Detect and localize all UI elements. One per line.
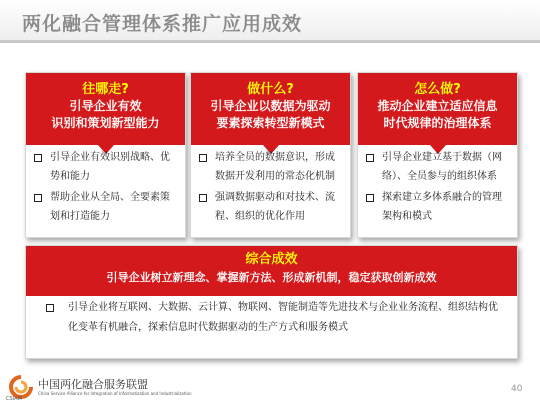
summary-title: 综合成效 [245,252,298,267]
panel-where-header [26,73,185,145]
panel-summary [25,245,518,359]
summary-subtitle: 引导企业树立新理念、掌握新方法、形成新机制，稳定获取创新成效 [106,271,437,284]
panel-what-subtitle-line-1: 引导企业以数据为驱动 [210,99,331,113]
org-name-en: China Service Alliance for Integration of Informatization and Industrialization [38,391,192,396]
panel-what-subtitle-line-2: 要素探索转型新模式 [216,116,325,130]
panel-where-question: 往哪走? [82,82,129,97]
list-item: 帮助企业从全局、全要素策划和打造能力 [34,188,179,226]
list-item: 强调数据驱动和对技术、流程、组织的优化作用 [199,188,344,226]
list-item: 引导企业有效识别战略、优势和能力 [34,148,179,186]
panel-what [190,72,351,238]
square-bullet-icon [366,194,374,202]
square-bullet-icon [199,194,207,202]
list-item: 培养全员的数据意识，形成数据开发利用的常态化机制 [199,148,344,186]
logo-small-text: CSIAM [6,396,22,402]
list-item: 探索建立多体系融合的管理架构和模式 [366,188,511,226]
panel-how-subtitle-line-2: 时代规律的治理体系 [383,116,492,130]
title-bar [0,0,540,43]
list-item: 引导企业将互联网、大数据、云计算、物联网、智能制造等先进技术与企业业务流程、组织结构优化变革有机融合，探索信息时代数据驱动的生产方式和服务模式 [46,298,503,338]
org-name-cn: 中国两化融合服务联盟 [38,378,148,391]
page-number: 40 [511,384,523,394]
square-bullet-icon [34,154,42,162]
panel-what-question: 做什么? [247,82,294,97]
square-bullet-icon [46,304,54,312]
square-bullet-icon [34,194,42,202]
square-bullet-icon [366,154,374,162]
panel-where [25,72,186,238]
panel-what-header [191,73,350,145]
panel-how [357,72,518,238]
panel-what-list [199,148,344,228]
panel-summary-header [26,246,517,296]
panel-where-subtitle-line-2: 识别和策划新型能力 [51,116,160,130]
summary-list [46,298,503,340]
square-bullet-icon [199,154,207,162]
panel-where-list [34,148,179,228]
page-title: 两化融合管理体系推广应用成效 [22,13,303,35]
panel-how-header [358,73,517,145]
panel-how-list [366,148,511,228]
list-item: 引导企业建立基于数据（网络）、全员参与的组织体系 [366,148,511,186]
panel-how-subtitle-line-1: 推动企业建立适应信息 [377,99,498,113]
panel-how-question: 怎么做? [414,82,461,97]
panel-where-subtitle-line-1: 引导企业有效 [69,99,142,113]
